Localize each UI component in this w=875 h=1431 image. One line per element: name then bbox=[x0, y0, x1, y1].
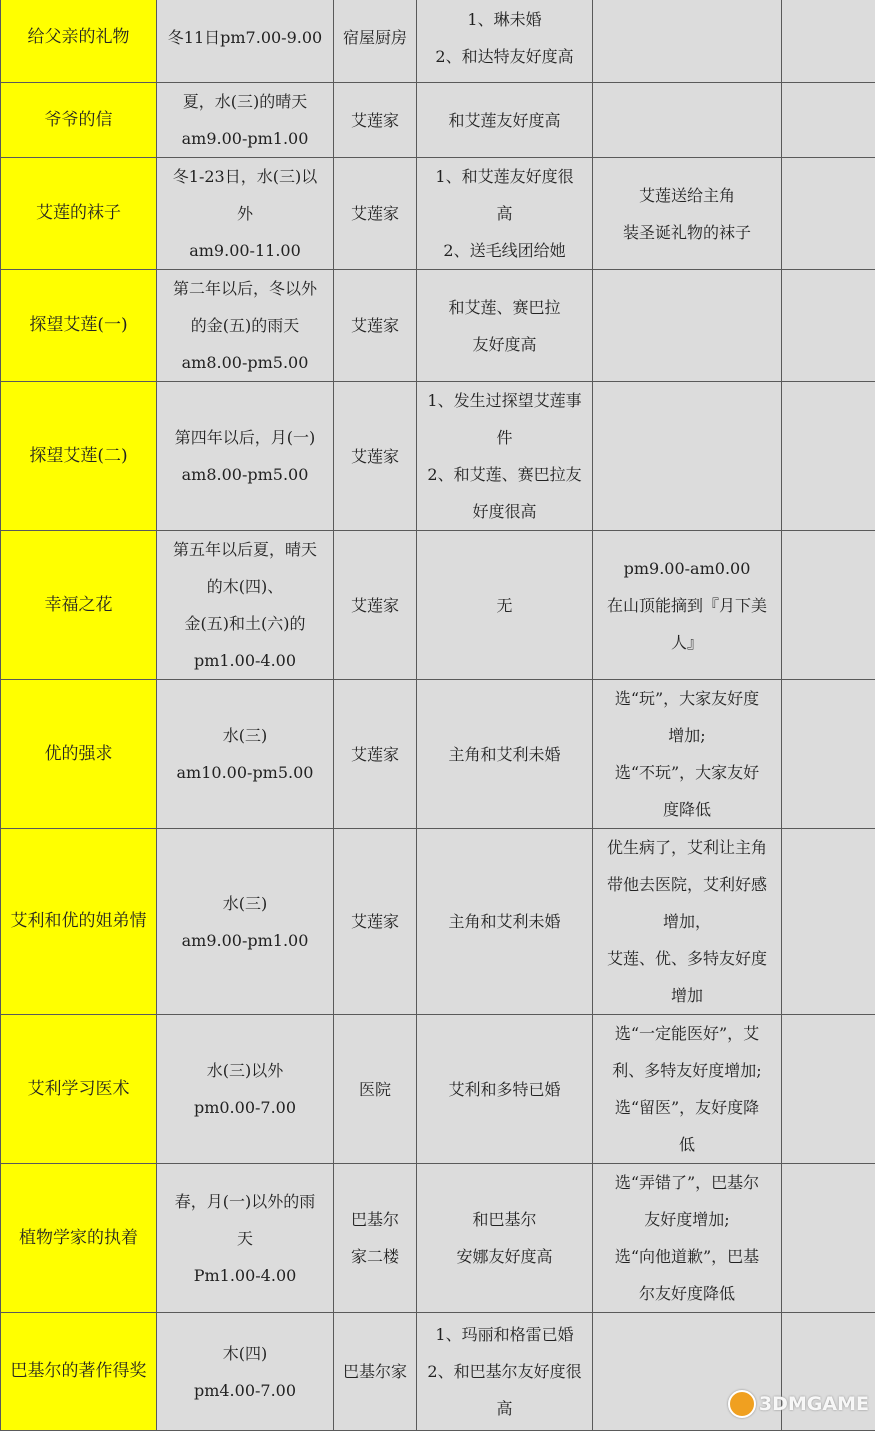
table-row bbox=[1, 158, 875, 270]
event-time-cell bbox=[157, 680, 334, 829]
event-note-cell-line: 选“不玩”，大家友好 bbox=[595, 754, 779, 791]
event-time-cell-line: 的金(五)的雨天 bbox=[159, 307, 331, 344]
watermark bbox=[728, 1390, 869, 1418]
event-name-cell bbox=[1, 680, 157, 829]
event-time-cell bbox=[157, 1313, 334, 1431]
event-time-cell-line: am10.00-pm5.00 bbox=[159, 754, 331, 791]
event-condition-cell-line: 友好度高 bbox=[419, 326, 590, 363]
event-condition-cell-line: 高 bbox=[419, 1390, 590, 1427]
event-note-cell-line: 度降低 bbox=[595, 791, 779, 828]
event-note-cell-line: 友好度增加; bbox=[595, 1201, 779, 1238]
event-time-cell-line: am8.00-pm5.00 bbox=[159, 456, 331, 493]
event-time-cell-line: pm1.00-4.00 bbox=[159, 642, 331, 679]
event-note-cell-line: 选“玩”，大家友好度 bbox=[595, 680, 779, 717]
event-place-cell bbox=[334, 382, 417, 531]
event-name-cell-text: 优的强求 bbox=[3, 736, 154, 773]
event-time-cell-line: Pm1.00-4.00 bbox=[159, 1257, 331, 1294]
event-time-cell bbox=[157, 1164, 334, 1313]
event-time-cell-line: pm4.00-7.00 bbox=[159, 1372, 331, 1409]
event-note-cell bbox=[593, 158, 782, 270]
event-condition-cell bbox=[417, 270, 593, 382]
event-condition-cell-line: 1、玛丽和格雷已婚 bbox=[419, 1316, 590, 1353]
event-condition-cell bbox=[417, 158, 593, 270]
event-condition-cell-line: 好度很高 bbox=[419, 493, 590, 530]
event-place-cell-line: 家二楼 bbox=[336, 1238, 414, 1275]
event-name-cell-text: 幸福之花 bbox=[3, 587, 154, 624]
event-name-cell bbox=[1, 1164, 157, 1313]
event-note-cell-line: 低 bbox=[595, 1126, 779, 1163]
event-condition-cell-line: 2、和达特友好度高 bbox=[419, 38, 590, 75]
event-place-cell bbox=[334, 531, 417, 680]
event-place-cell-line: 艾莲家 bbox=[336, 102, 414, 139]
event-condition-cell-line: 无 bbox=[419, 587, 590, 624]
event-name-cell bbox=[1, 531, 157, 680]
event-place-cell bbox=[334, 270, 417, 382]
event-name-cell bbox=[1, 1015, 157, 1164]
event-place-cell bbox=[334, 829, 417, 1015]
event-note-cell bbox=[593, 0, 782, 83]
event-table-body bbox=[1, 0, 875, 1431]
event-time-cell-line: 春，月(一)以外的雨 bbox=[159, 1183, 331, 1220]
event-condition-cell-line: 2、和艾莲、赛巴拉友 bbox=[419, 456, 590, 493]
table-row bbox=[1, 83, 875, 158]
event-place-cell-line: 巴基尔家 bbox=[336, 1353, 414, 1390]
event-name-cell bbox=[1, 829, 157, 1015]
event-note-cell bbox=[593, 531, 782, 680]
event-place-cell-line: 艾莲家 bbox=[336, 195, 414, 232]
event-time-cell-line: am9.00-pm1.00 bbox=[159, 120, 331, 157]
3dm-logo-icon bbox=[728, 1390, 756, 1418]
event-condition-cell bbox=[417, 0, 593, 83]
event-condition-cell-line: 件 bbox=[419, 419, 590, 456]
event-condition-cell-line: 2、和巴基尔友好度很 bbox=[419, 1353, 590, 1390]
event-note-cell-line: 增加; bbox=[595, 717, 779, 754]
event-time-cell-line: 夏，水(三)的晴天 bbox=[159, 83, 331, 120]
event-name-cell bbox=[1, 158, 157, 270]
event-place-cell bbox=[334, 1164, 417, 1313]
event-note-cell bbox=[593, 1164, 782, 1313]
event-note-cell-line: 尔友好度降低 bbox=[595, 1275, 779, 1312]
event-place-cell bbox=[334, 680, 417, 829]
event-time-cell-line: pm0.00-7.00 bbox=[159, 1089, 331, 1126]
event-place-cell bbox=[334, 83, 417, 158]
event-condition-cell-line: 1、琳未婚 bbox=[419, 1, 590, 38]
event-note-cell-line: 装圣诞礼物的袜子 bbox=[595, 214, 779, 251]
table-row bbox=[1, 1015, 875, 1164]
event-condition-cell bbox=[417, 83, 593, 158]
event-condition-cell bbox=[417, 829, 593, 1015]
event-place-cell-line: 巴基尔 bbox=[336, 1201, 414, 1238]
event-condition-cell-line: 主角和艾利未婚 bbox=[419, 736, 590, 773]
event-note-cell-line: 选“一定能医好”，艾 bbox=[595, 1015, 779, 1052]
event-place-cell-line: 艾莲家 bbox=[336, 438, 414, 475]
event-place-cell bbox=[334, 1313, 417, 1431]
event-time-cell bbox=[157, 0, 334, 83]
event-time-cell-line: am9.00-pm1.00 bbox=[159, 922, 331, 959]
event-note-cell-line: 人』 bbox=[595, 624, 779, 661]
event-condition-cell-line: 和艾莲友好度高 bbox=[419, 102, 590, 139]
event-extra-cell bbox=[782, 83, 875, 158]
event-time-cell-line: 冬1-23日，水(三)以 bbox=[159, 158, 331, 195]
event-time-cell-line: 冬11日pm7.00-9.00 bbox=[159, 19, 331, 56]
table-row bbox=[1, 531, 875, 680]
event-condition-cell-line: 和巴基尔 bbox=[419, 1201, 590, 1238]
event-time-cell-line: 金(五)和土(六)的 bbox=[159, 605, 331, 642]
event-condition-cell bbox=[417, 531, 593, 680]
event-condition-cell-line: 安娜友好度高 bbox=[419, 1238, 590, 1275]
event-name-cell bbox=[1, 382, 157, 531]
event-condition-cell-line: 和艾莲、赛巴拉 bbox=[419, 289, 590, 326]
event-name-cell bbox=[1, 83, 157, 158]
table-row bbox=[1, 1164, 875, 1313]
event-extra-cell bbox=[782, 531, 875, 680]
event-extra-cell bbox=[782, 1164, 875, 1313]
event-note-cell-line: 选“弄错了”，巴基尔 bbox=[595, 1164, 779, 1201]
event-extra-cell bbox=[782, 680, 875, 829]
event-place-cell-line: 艾莲家 bbox=[336, 307, 414, 344]
event-note-cell-line: 艾莲送给主角 bbox=[595, 177, 779, 214]
event-time-cell bbox=[157, 1015, 334, 1164]
event-name-cell-text: 艾利学习医术 bbox=[3, 1071, 154, 1108]
table-row bbox=[1, 829, 875, 1015]
event-note-cell-line: 选“向他道歉”，巴基 bbox=[595, 1238, 779, 1275]
event-condition-cell-line: 1、发生过探望艾莲事 bbox=[419, 382, 590, 419]
event-extra-cell bbox=[782, 829, 875, 1015]
event-place-cell-line: 艾莲家 bbox=[336, 736, 414, 773]
event-name-cell-text: 植物学家的执着 bbox=[3, 1220, 154, 1257]
event-note-cell-line: 带他去医院，艾利好感 bbox=[595, 866, 779, 903]
event-condition-cell-line: 高 bbox=[419, 195, 590, 232]
event-time-cell-line: 第五年以后夏，晴天 bbox=[159, 531, 331, 568]
event-name-cell-text: 巴基尔的著作得奖 bbox=[3, 1353, 154, 1390]
event-time-cell-line: 天 bbox=[159, 1220, 331, 1257]
event-name-cell-text: 探望艾莲(一) bbox=[3, 307, 154, 344]
event-note-cell-line: 优生病了，艾利让主角 bbox=[595, 829, 779, 866]
event-extra-cell bbox=[782, 158, 875, 270]
event-time-cell-line: 第二年以后，冬以外 bbox=[159, 270, 331, 307]
event-place-cell-line: 医院 bbox=[336, 1071, 414, 1108]
event-condition-cell bbox=[417, 382, 593, 531]
event-time-cell-line: 水(三)以外 bbox=[159, 1052, 331, 1089]
event-name-cell bbox=[1, 270, 157, 382]
event-time-cell bbox=[157, 382, 334, 531]
event-extra-cell bbox=[782, 1015, 875, 1164]
event-name-cell-text: 探望艾莲(二) bbox=[3, 438, 154, 475]
event-condition-cell bbox=[417, 680, 593, 829]
event-place-cell-line: 宿屋厨房 bbox=[336, 19, 414, 56]
event-time-cell bbox=[157, 83, 334, 158]
event-time-cell-line: 外 bbox=[159, 195, 331, 232]
event-name-cell bbox=[1, 1313, 157, 1431]
event-place-cell-line: 艾莲家 bbox=[336, 903, 414, 940]
event-note-cell bbox=[593, 829, 782, 1015]
event-time-cell-line: 第四年以后，月(一) bbox=[159, 419, 331, 456]
event-time-cell-line: 木(四) bbox=[159, 1335, 331, 1372]
event-condition-cell bbox=[417, 1015, 593, 1164]
event-time-cell bbox=[157, 829, 334, 1015]
event-note-cell-line: pm9.00-am0.00 bbox=[595, 550, 779, 587]
event-name-cell-text: 爷爷的信 bbox=[3, 102, 154, 139]
event-condition-cell-line: 主角和艾利未婚 bbox=[419, 903, 590, 940]
event-condition-cell-line: 1、和艾莲友好度很 bbox=[419, 158, 590, 195]
event-condition-cell bbox=[417, 1164, 593, 1313]
watermark-text: 3DMGAME bbox=[759, 1393, 869, 1415]
event-time-cell-line: 的木(四)、 bbox=[159, 568, 331, 605]
event-note-cell-line: 增加， bbox=[595, 903, 779, 940]
event-condition-cell-line: 2、送毛线团给她 bbox=[419, 232, 590, 269]
table-row bbox=[1, 680, 875, 829]
event-extra-cell bbox=[782, 270, 875, 382]
event-name-cell-text: 艾利和优的姐弟情 bbox=[3, 903, 154, 940]
event-note-cell-line: 利、多特友好度增加; bbox=[595, 1052, 779, 1089]
event-place-cell-line: 艾莲家 bbox=[336, 587, 414, 624]
event-extra-cell bbox=[782, 382, 875, 531]
event-note-cell-line: 增加 bbox=[595, 977, 779, 1014]
event-note-cell bbox=[593, 680, 782, 829]
event-note-cell bbox=[593, 1015, 782, 1164]
event-time-cell bbox=[157, 158, 334, 270]
event-note-cell bbox=[593, 382, 782, 531]
event-note-cell bbox=[593, 270, 782, 382]
event-time-cell-line: 水(三) bbox=[159, 717, 331, 754]
event-name-cell-text: 给父亲的礼物 bbox=[3, 19, 154, 56]
event-name-cell bbox=[1, 0, 157, 83]
table-row bbox=[1, 270, 875, 382]
event-time-cell bbox=[157, 270, 334, 382]
event-time-cell-line: am9.00-11.00 bbox=[159, 232, 331, 269]
event-note-cell-line: 艾莲、优、多特友好度 bbox=[595, 940, 779, 977]
event-condition-cell bbox=[417, 1313, 593, 1431]
event-note-cell-line: 在山顶能摘到『月下美 bbox=[595, 587, 779, 624]
event-time-cell-line: am8.00-pm5.00 bbox=[159, 344, 331, 381]
table-row bbox=[1, 0, 875, 83]
event-time-cell bbox=[157, 531, 334, 680]
event-place-cell bbox=[334, 158, 417, 270]
event-name-cell-text: 艾莲的袜子 bbox=[3, 195, 154, 232]
event-extra-cell bbox=[782, 0, 875, 83]
event-place-cell bbox=[334, 1015, 417, 1164]
event-place-cell bbox=[334, 0, 417, 83]
event-note-cell-line: 选“留医”，友好度降 bbox=[595, 1089, 779, 1126]
event-note-cell bbox=[593, 83, 782, 158]
event-condition-cell-line: 艾利和多特已婚 bbox=[419, 1071, 590, 1108]
event-time-cell-line: 水(三) bbox=[159, 885, 331, 922]
table-row bbox=[1, 382, 875, 531]
